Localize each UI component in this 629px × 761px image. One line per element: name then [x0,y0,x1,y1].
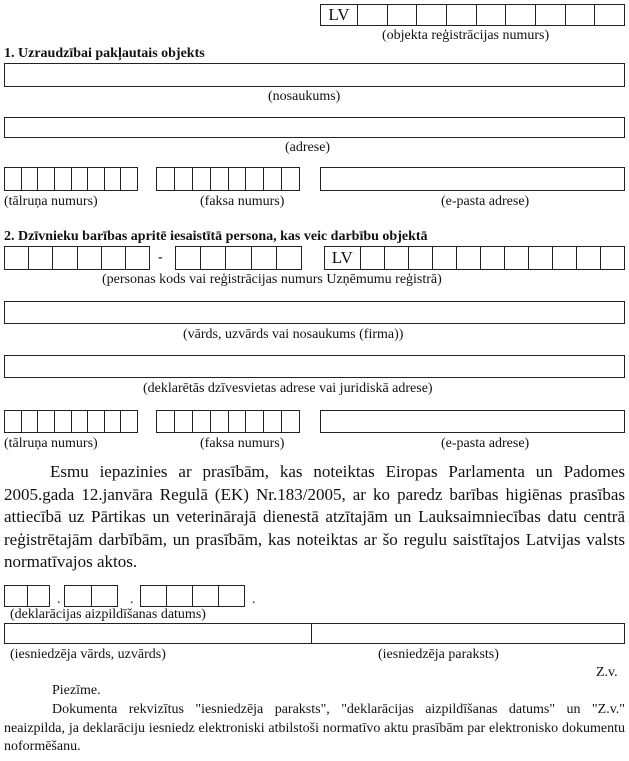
digit-cell[interactable] [263,411,281,432]
digit-cell[interactable] [387,5,417,25]
digit-cell[interactable] [432,247,456,269]
date-separator: . [57,592,61,607]
section2-title: 2. Dzīvnieku barības apritē iesaistītā persona, kas veic darbību objektā [4,229,428,244]
person-code-caption: (personas kods vai reģistrācijas numurs Uzņēmumu reģistrā) [102,272,442,287]
object-email-caption: (e-pasta adrese) [441,194,530,209]
digit-cell[interactable] [141,586,166,606]
digit-cell[interactable] [263,168,281,190]
note-text [4,701,625,757]
object-name-field[interactable] [4,63,625,87]
digit-cell[interactable] [71,168,88,190]
digit-cell[interactable] [174,168,192,190]
stamp-label: Z.v. [596,665,618,680]
date-month-field[interactable] [64,585,118,607]
digit-cell[interactable] [176,247,200,269]
declaration-text-content: Esmu iepazinies ar prasībām, kas noteiktas Eiropas Parlamenta un Padomes 2005.gada 12.janvāra Regulā (EK) Nr.183/2005, ar ko paredz barības higiēnas prasības attiecībā uz Pārtikas un veterinārajā dienestā atzītajām un Lauksaimniecības datu centrā reģistrētajām darbībām, un prasībām, kas noteiktas ar šo regulu saistītajos Latvijas valsts normatīvajos aktos. [4,462,625,571]
digit-cell[interactable] [192,586,218,606]
digit-cell[interactable] [276,247,301,269]
digit-cell[interactable] [228,411,246,432]
person-phone-field[interactable] [4,410,138,433]
digit-cell[interactable] [87,411,104,432]
submitter-name-field[interactable] [5,624,312,643]
digit-cell[interactable] [21,168,38,190]
digit-cell[interactable] [408,247,432,269]
digit-cell[interactable] [54,411,71,432]
digit-cell[interactable] [504,247,528,269]
digit-cell[interactable] [446,5,476,25]
object-phone-caption: (tālruņa numurs) [4,194,98,209]
digit-cell[interactable] [228,168,246,190]
registration-caption: (objekta reģistrācijas numurs) [382,28,550,43]
digit-cell[interactable] [505,5,535,25]
note-text-content: Dokumenta rekvizītus "iesniedzēja paraksts", "deklarācijas aizpildīšanas datums" un "Z.v." neaizpilda, ja deklarāciju iesniedz elektroniski atbilstoši normatīvo aktu prasībām par elektronisko dokumentu noformēšanu. [4,702,625,754]
digit-cell[interactable] [281,411,299,432]
digit-cell[interactable] [101,247,125,269]
digit-cell[interactable] [251,247,276,269]
person-name-field[interactable] [4,301,625,324]
digit-cell[interactable] [5,168,21,190]
digit-cell[interactable] [218,586,244,606]
digit-cell[interactable] [5,247,28,269]
digit-cell[interactable] [27,586,50,606]
digit-cell[interactable] [65,586,91,606]
digit-cell[interactable] [5,411,21,432]
person-code-part1-field[interactable] [4,246,150,270]
digit-cell[interactable] [104,411,121,432]
digit-cell[interactable] [210,411,228,432]
digit-cell[interactable] [535,5,565,25]
digit-cell[interactable] [21,411,38,432]
digit-cell[interactable] [594,5,624,25]
digit-cell[interactable] [476,5,506,25]
digit-cell[interactable] [120,168,137,190]
digit-cell[interactable] [528,247,552,269]
digit-cell[interactable] [28,247,52,269]
digit-cell[interactable] [77,247,101,269]
digit-cell[interactable] [576,247,600,269]
date-separator: . [252,592,256,607]
company-registration-number-field[interactable] [324,246,625,270]
digit-cell[interactable] [157,168,174,190]
registration-prefix: LV [328,5,350,24]
digit-cell[interactable] [600,247,624,269]
digit-cell[interactable] [54,168,71,190]
digit-cell[interactable] [174,411,192,432]
digit-cell[interactable] [225,247,250,269]
digit-cell[interactable] [281,168,299,190]
digit-cell[interactable] [125,247,149,269]
digit-cell[interactable] [200,247,225,269]
person-email-caption: (e-pasta adrese) [441,436,530,451]
digit-cell[interactable] [37,411,54,432]
submitter-signature-caption: (iesniedzēja paraksts) [378,647,499,662]
digit-cell[interactable] [157,411,174,432]
person-address-caption: (deklarētās dzīvesvietas adrese vai juridiskā adrese) [143,381,433,396]
person-fax-caption: (faksa numurs) [200,436,285,451]
digit-cell[interactable] [37,168,54,190]
digit-cell[interactable] [245,168,263,190]
registration-prefix: LV [331,248,353,267]
date-year-field[interactable] [140,585,245,607]
person-address-field[interactable] [4,355,625,378]
person-fax-field[interactable] [156,410,300,433]
digit-cell[interactable] [87,168,104,190]
digit-cell[interactable] [416,5,446,25]
object-name-caption: (nosaukums) [268,89,341,104]
digit-cell[interactable] [192,411,210,432]
person-phone-caption: (tālruņa numurs) [4,436,98,451]
submitter-name-caption: (iesniedzēja vārds, uzvārds) [10,647,166,662]
digit-cell[interactable] [552,247,576,269]
digit-cell[interactable] [210,168,228,190]
object-address-field[interactable] [4,117,625,138]
note-title: Piezīme. [52,683,101,698]
object-phone-field[interactable] [4,167,138,191]
object-fax-field[interactable] [156,167,300,191]
object-email-field[interactable] [320,167,625,191]
object-address-caption: (adrese) [285,140,331,155]
digit-cell[interactable] [166,586,192,606]
date-caption: (deklarācijas aizpildīšanas datums) [10,607,206,622]
section1-title: 1. Uzraudzībai pakļautais objekts [4,46,205,61]
code-separator: - [158,250,163,265]
digit-cell[interactable] [91,586,118,606]
person-name-caption: (vārds, uzvārds vai nosaukums (firma)) [183,327,404,342]
digit-cell[interactable] [357,5,387,25]
digit-cell[interactable] [480,247,504,269]
digit-cell[interactable] [456,247,480,269]
digit-cell[interactable] [120,411,137,432]
object-registration-number-field[interactable] [320,4,625,26]
digit-cell[interactable] [245,411,263,432]
digit-cell[interactable] [384,247,408,269]
digit-cell[interactable] [565,5,595,25]
object-fax-caption: (faksa numurs) [200,194,285,209]
digit-cell[interactable] [5,586,27,606]
person-email-field[interactable] [320,410,625,433]
digit-cell[interactable] [192,168,210,190]
digit-cell[interactable] [52,247,76,269]
submitter-signature-field[interactable] [312,624,624,643]
digit-cell[interactable] [104,168,121,190]
date-separator: . [130,592,134,607]
signature-row [4,623,625,644]
digit-cell[interactable] [71,411,88,432]
person-code-part2-field[interactable] [175,246,302,270]
declaration-text [4,461,625,574]
date-day-field[interactable] [4,585,50,607]
digit-cell[interactable] [360,247,384,269]
